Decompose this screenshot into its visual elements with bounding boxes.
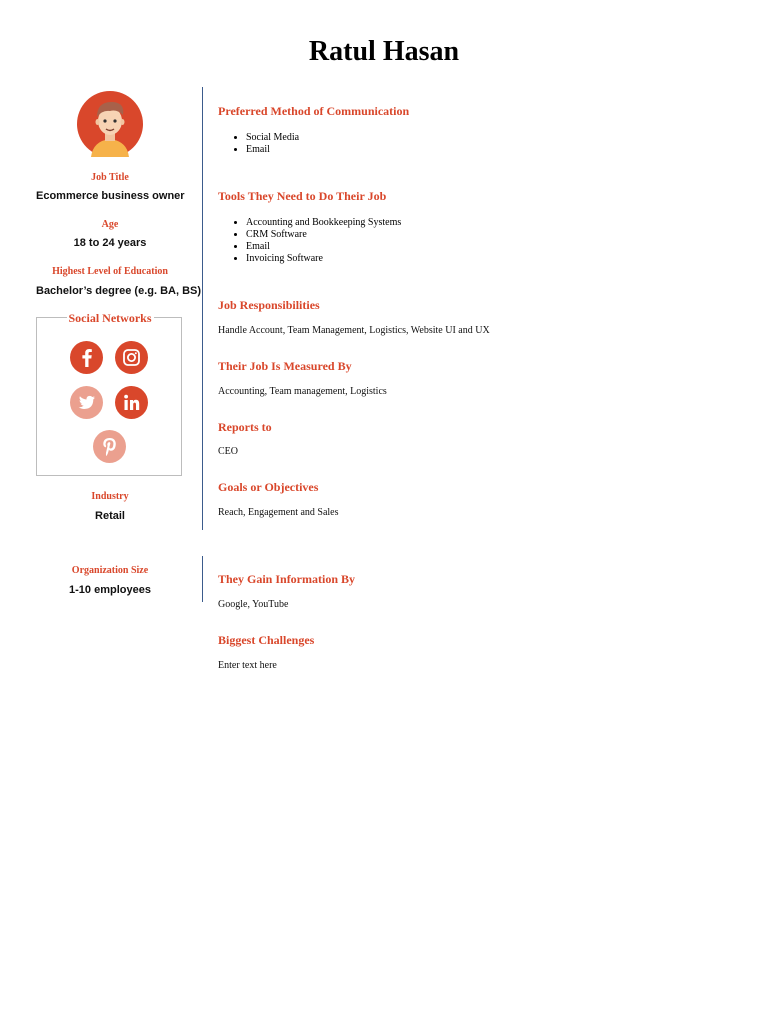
reports-text: CEO — [218, 446, 238, 457]
list-item: • Invoicing Software — [246, 253, 401, 265]
measured-heading: Their Job Is Measured By — [218, 359, 352, 373]
industry-label: Industry — [91, 491, 129, 502]
job-title-label: Job Title — [91, 172, 129, 183]
avatar — [77, 91, 143, 157]
goals-text: Reach, Engagement and Sales — [218, 507, 339, 518]
column-divider-lower — [202, 556, 203, 602]
reports-heading: Reports to — [218, 420, 272, 434]
org-size-label: Organization Size — [71, 565, 149, 576]
list-item: • Email — [246, 241, 401, 253]
responsibilities-text: Handle Account, Team Management, Logistics, Website UI and UX — [218, 325, 490, 336]
facebook-icon[interactable] — [70, 341, 103, 374]
challenges-text: Enter text here — [218, 660, 277, 671]
information-heading: They Gain Information By — [218, 572, 356, 586]
information-text: Google, YouTube — [218, 599, 289, 610]
industry-value: Retail — [95, 510, 125, 522]
list-item: • Accounting and Bookkeeping Systems — [246, 217, 401, 229]
communication-heading: Preferred Method of Communication — [218, 104, 410, 118]
tools-heading: Tools They Need to Do Their Job — [218, 189, 387, 203]
instagram-icon[interactable] — [115, 341, 148, 374]
education-value: Bachelor’s degree (e.g. BA, BS) — [36, 285, 202, 297]
challenges-heading: Biggest Challenges — [218, 633, 315, 647]
job-title-value: Ecommerce business owner — [36, 190, 185, 202]
education-label: Highest Level of Education — [52, 266, 168, 277]
list-item: • CRM Software — [246, 229, 401, 241]
linkedin-icon[interactable] — [115, 386, 148, 419]
goals-heading: Goals or Objectives — [218, 480, 319, 494]
pinterest-icon[interactable] — [93, 430, 126, 463]
tools-list — [218, 217, 401, 265]
twitter-icon[interactable] — [70, 386, 103, 419]
communication-list — [218, 132, 299, 156]
responsibilities-heading: Job Responsibilities — [218, 298, 320, 312]
age-value: 18 to 24 years — [73, 237, 147, 249]
social-networks-label: Social Networks — [68, 311, 152, 325]
list-item: • Email — [246, 144, 299, 156]
measured-text: Accounting, Team management, Logistics — [218, 386, 387, 397]
column-divider — [202, 87, 203, 530]
social-networks-legend — [36, 309, 184, 327]
age-label: Age — [101, 219, 119, 230]
persona-name: Ratul Hasan — [308, 36, 460, 67]
org-size-value: 1-10 employees — [69, 584, 151, 596]
list-item: • Social Media — [246, 132, 299, 144]
